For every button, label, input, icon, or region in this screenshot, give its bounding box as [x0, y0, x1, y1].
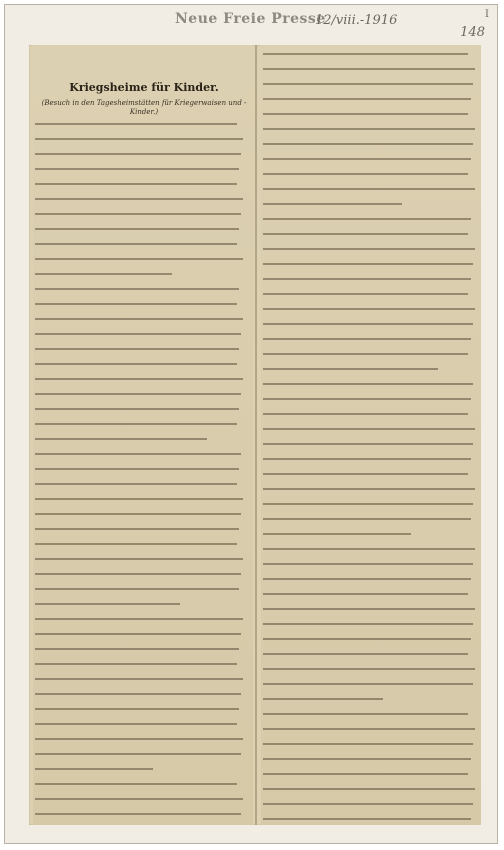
text-line: [263, 248, 477, 259]
page-roman-numeral: I: [485, 9, 489, 20]
text-line: [263, 338, 477, 349]
text-line: [35, 573, 245, 584]
text-line: [35, 153, 245, 164]
text-line: [263, 143, 477, 154]
text-line: [35, 723, 245, 734]
text-line: [263, 548, 477, 559]
text-line: [35, 513, 245, 524]
text-line: [263, 608, 477, 619]
text-line: [263, 758, 477, 769]
text-line: [35, 318, 245, 329]
text-line: [35, 348, 245, 359]
text-line: [35, 303, 245, 314]
text-line: [263, 68, 477, 79]
text-line: [35, 288, 245, 299]
text-line: [35, 333, 245, 344]
newspaper-name: Neue Freie Presse: [175, 11, 326, 27]
text-line: [35, 498, 245, 509]
text-line: [35, 618, 245, 629]
text-line: [263, 158, 477, 169]
text-line: [263, 413, 477, 424]
text-line: [263, 398, 477, 409]
text-line: [35, 183, 245, 194]
text-line: [263, 278, 477, 289]
text-line: [35, 738, 245, 749]
text-line: [263, 293, 477, 304]
text-line: [35, 213, 245, 224]
text-line: [35, 693, 245, 704]
text-line: [35, 708, 245, 719]
text-line: [263, 443, 477, 454]
text-line: [263, 383, 477, 394]
right-column-text: [263, 49, 477, 825]
handwritten-page-number: 148: [460, 25, 485, 40]
text-line: [263, 113, 477, 124]
text-line: [263, 173, 477, 184]
text-line: [35, 423, 245, 434]
text-line: [263, 233, 477, 244]
text-line: [263, 518, 477, 529]
text-line: [35, 678, 245, 689]
text-line: [263, 353, 477, 364]
text-line: [263, 53, 477, 64]
text-line: [35, 438, 245, 449]
text-line: [263, 488, 477, 499]
text-line: [263, 638, 477, 649]
handwritten-date: 12/viii.-1916: [315, 13, 398, 28]
text-line: [35, 138, 245, 149]
left-column-text: [35, 119, 245, 825]
text-line: [35, 543, 245, 554]
text-line: [263, 323, 477, 334]
text-line: [263, 203, 477, 214]
text-line: [263, 788, 477, 799]
text-line: [263, 668, 477, 679]
text-line: [263, 653, 477, 664]
text-line: [263, 563, 477, 574]
text-line: [263, 803, 477, 814]
text-line: [35, 243, 245, 254]
text-line: [263, 458, 477, 469]
text-line: [35, 198, 245, 209]
text-line: [35, 813, 245, 824]
text-line: [35, 168, 245, 179]
text-line: [35, 588, 245, 599]
text-line: [35, 783, 245, 794]
text-line: [263, 83, 477, 94]
text-line: [35, 768, 245, 779]
text-line: [263, 713, 477, 724]
text-line: [35, 483, 245, 494]
text-line: [263, 128, 477, 139]
text-line: [35, 453, 245, 464]
text-line: [263, 578, 477, 589]
text-line: [35, 123, 245, 134]
text-line: [35, 393, 245, 404]
text-line: [35, 273, 245, 284]
text-line: [35, 558, 245, 569]
text-line: [263, 368, 477, 379]
text-line: [263, 623, 477, 634]
text-line: [35, 228, 245, 239]
text-line: [263, 308, 477, 319]
text-line: [35, 798, 245, 809]
text-line: [263, 683, 477, 694]
text-line: [263, 533, 477, 544]
article-subtitle: (Besuch in den Tagesheimstätten für Kriegerwaisen und -Kinder.): [41, 99, 247, 116]
text-line: [35, 258, 245, 269]
text-line: [35, 378, 245, 389]
text-line: [35, 753, 245, 764]
text-line: [263, 428, 477, 439]
text-line: [263, 188, 477, 199]
text-line: [35, 468, 245, 479]
newspaper-clipping: [29, 45, 481, 825]
text-line: [263, 728, 477, 739]
text-line: [263, 98, 477, 109]
text-line: [263, 263, 477, 274]
text-line: [35, 528, 245, 539]
text-line: [35, 603, 245, 614]
text-line: [35, 363, 245, 374]
column-divider: [255, 45, 257, 825]
text-line: [263, 773, 477, 784]
archive-sheet: [4, 4, 498, 844]
text-line: [263, 743, 477, 754]
article-title: Kriegsheime für Kinder.: [69, 81, 219, 94]
text-line: [35, 648, 245, 659]
text-line: [263, 593, 477, 604]
text-line: [263, 698, 477, 709]
text-line: [263, 818, 477, 825]
text-line: [35, 408, 245, 419]
text-line: [263, 473, 477, 484]
text-line: [263, 218, 477, 229]
text-line: [263, 503, 477, 514]
text-line: [35, 663, 245, 674]
text-line: [35, 633, 245, 644]
